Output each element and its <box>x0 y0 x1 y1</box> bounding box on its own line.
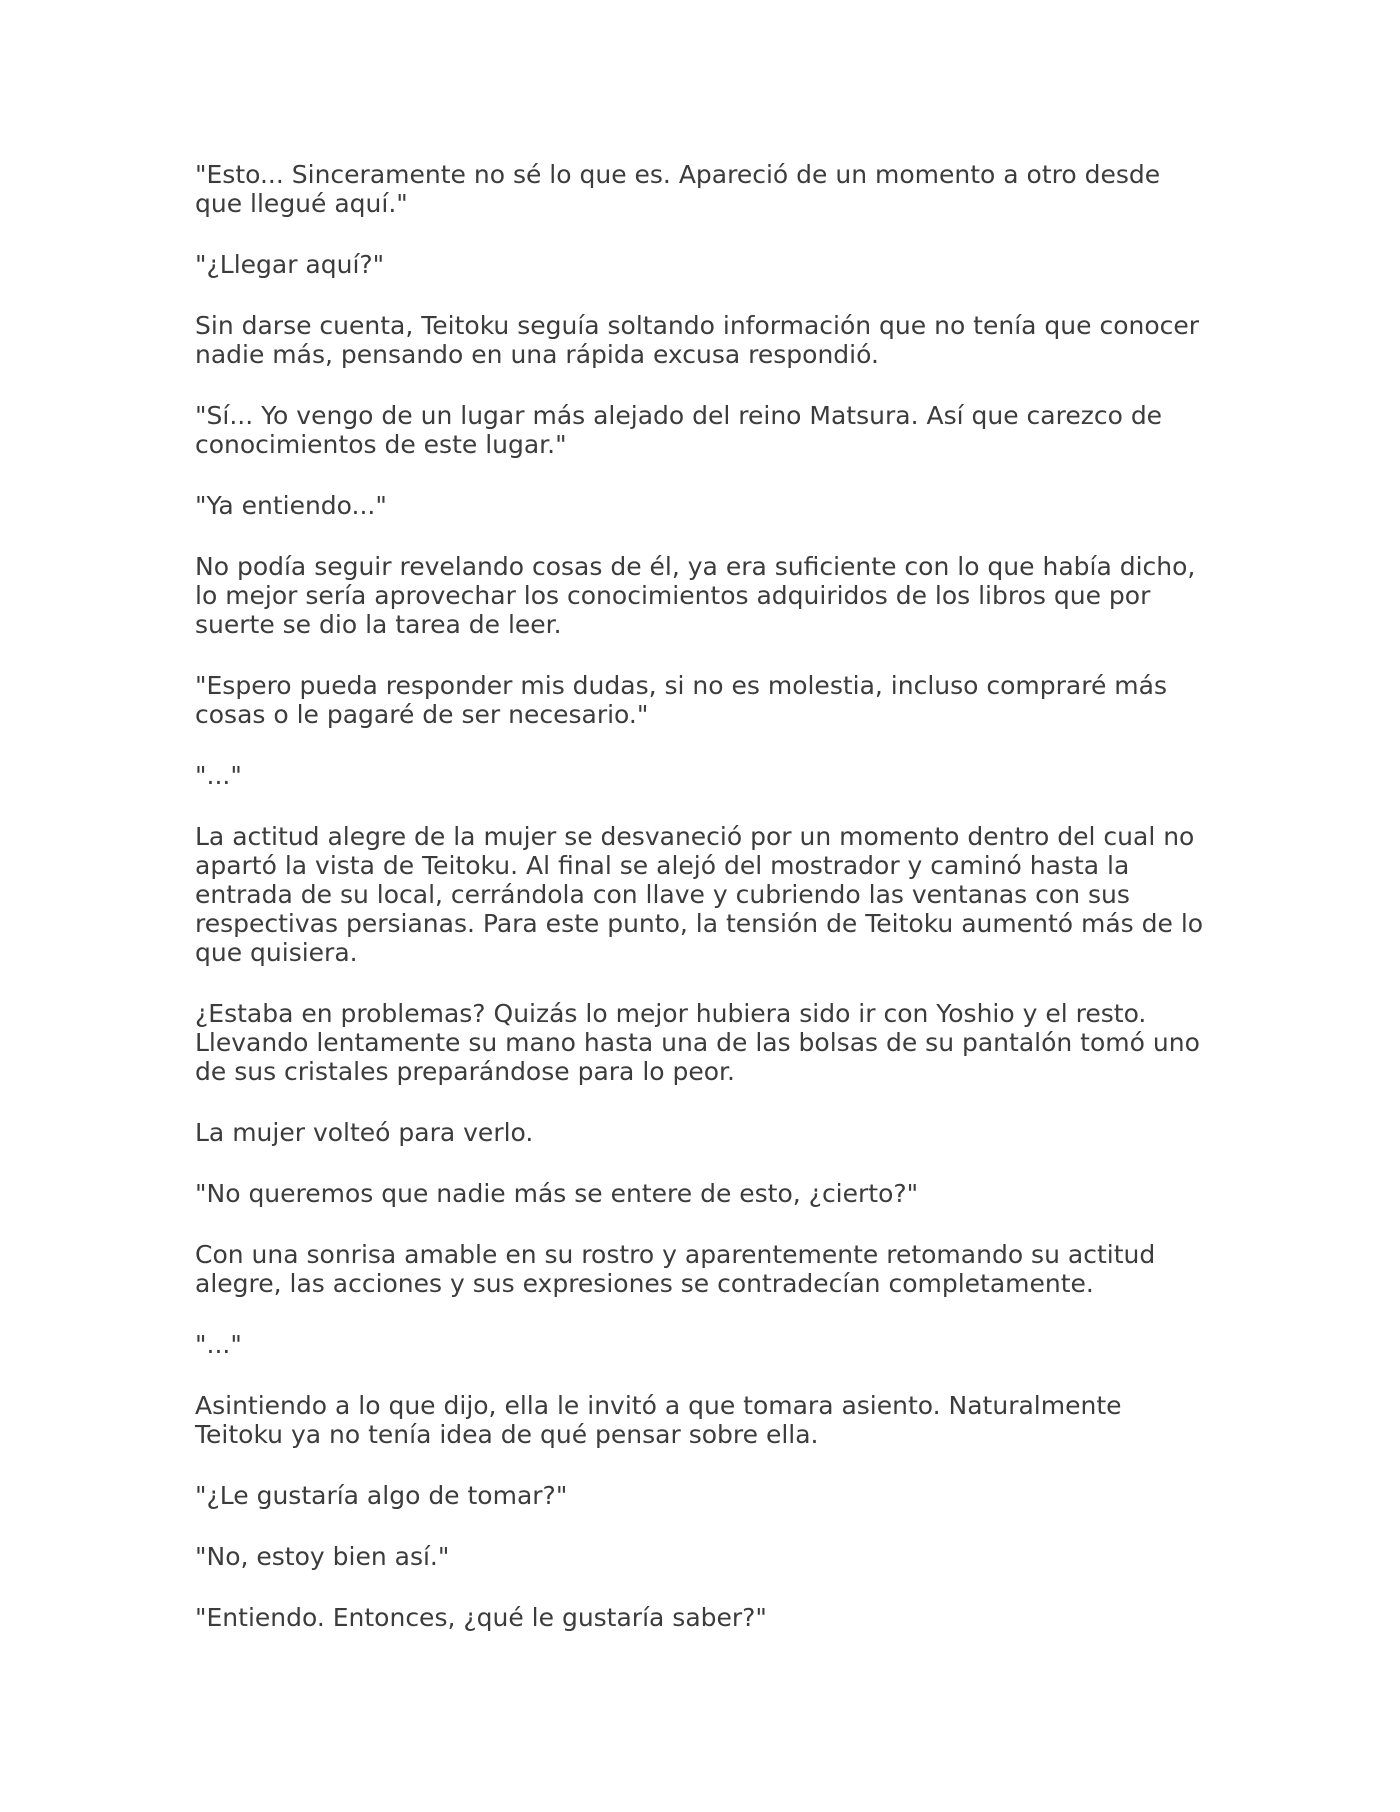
paragraph-3: Sin darse cuenta, Teitoku seguía soltando información que no tenía que conocer nadie más, pensando en una rápida excusa respondió. <box>195 311 1200 369</box>
paragraph-8: "..." <box>195 761 242 790</box>
paragraph-14: "..." <box>195 1330 242 1359</box>
paragraph-4: "Sí... Yo vengo de un lugar más alejado del reino Matsura. Así que carezco de conocimientos de este lugar." <box>195 401 1163 459</box>
paragraph-11: La mujer volteó para verlo. <box>195 1118 534 1147</box>
paragraph-1: "Esto... Sinceramente no sé lo que es. Apareció de un momento a otro desde que llegué aquí." <box>195 160 1161 218</box>
paragraph-12: "No queremos que nadie más se entere de esto, ¿cierto?" <box>195 1179 919 1208</box>
paragraph-10: ¿Estaba en problemas? Quizás lo mejor hubiera sido ir con Yoshio y el resto. Llevando lentamente su mano hasta una de las bolsas de su pantalón tomó uno de sus cristales preparándose para lo peor. <box>195 999 1200 1086</box>
paragraph-6: No podía seguir revelando cosas de él, ya era suficiente con lo que había dicho, lo mejor sería aprovechar los conocimientos adquiridos de los libros que por suerte se dio la tarea de leer. <box>195 552 1196 639</box>
paragraph-2: "¿Llegar aquí?" <box>195 250 385 279</box>
document-body <box>195 160 1205 1664</box>
paragraph-9: La actitud alegre de la mujer se desvaneció por un momento dentro del cual no apartó la vista de Teitoku. Al final se alejó del mostrador y caminó hasta la entrada de su local, cerrándola con llave y cubriendo las ventanas con sus respectivas persianas. Para este punto, la tensión de Teitoku aumentó más de lo que quisiera. <box>195 822 1204 967</box>
paragraph-16: "¿Le gustaría algo de tomar?" <box>195 1481 568 1510</box>
paragraph-5: "Ya entiendo..." <box>195 491 387 520</box>
paragraph-7: "Espero pueda responder mis dudas, si no es molestia, incluso compraré más cosas o le pagaré de ser necesario." <box>195 671 1168 729</box>
paragraph-15: Asintiendo a lo que dijo, ella le invitó a que tomara asiento. Naturalmente Teitoku ya no tenía idea de qué pensar sobre ella. <box>195 1391 1122 1449</box>
paragraph-17: "No, estoy bien así." <box>195 1542 450 1571</box>
paragraph-18: "Entiendo. Entonces, ¿qué le gustaría saber?" <box>195 1603 767 1632</box>
paragraph-13: Con una sonrisa amable en su rostro y aparentemente retomando su actitud alegre, las acciones y sus expresiones se contradecían completamente. <box>195 1240 1156 1298</box>
